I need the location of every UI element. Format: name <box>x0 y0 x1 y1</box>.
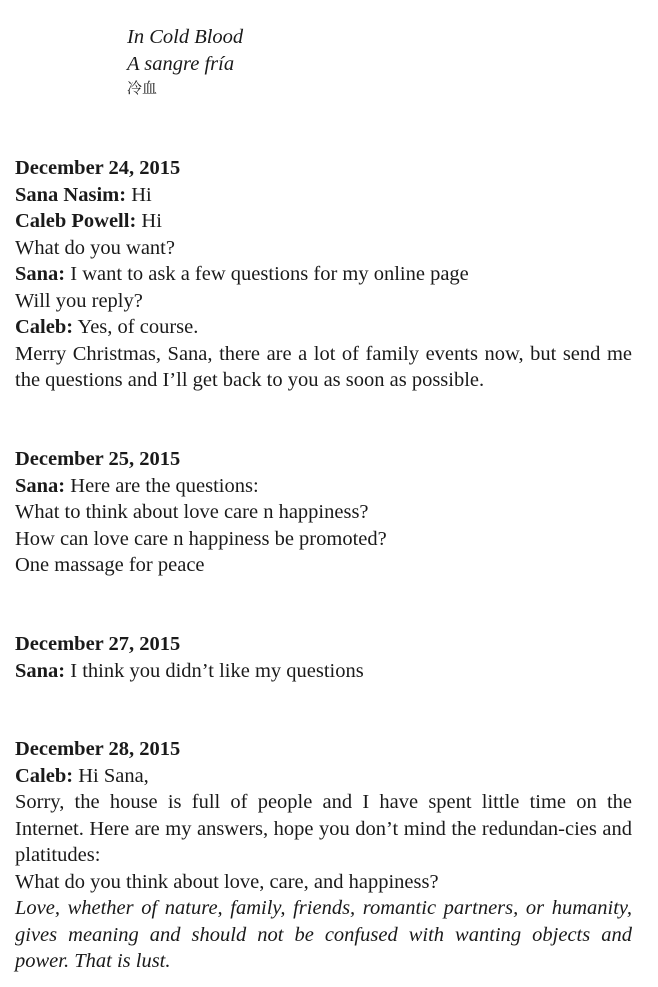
message-text: What do you want? <box>15 236 175 259</box>
entry-date: December 24, 2015 <box>15 157 181 179</box>
entry-date: December 28, 2015 <box>15 738 181 760</box>
message-paragraph: Sorry, the house is full of people and I have spent little time on the Internet. Here are my answers, hope you don’t mind the redundan-cies and platitudes: <box>15 791 632 866</box>
message-text: What to think about love care n happiness? <box>15 501 369 523</box>
speaker-name: Sana: <box>15 263 66 285</box>
speaker-name: Caleb Powell: <box>15 210 137 232</box>
entry-dec-28 <box>15 736 632 975</box>
message-text: Hi <box>126 183 152 206</box>
entry-date: December 25, 2015 <box>15 448 181 470</box>
message-text: Hi <box>136 210 162 232</box>
message-line <box>15 763 632 790</box>
title-chinese: 冷血 <box>127 79 158 97</box>
message-line <box>15 261 632 288</box>
speaker-name: Sana: <box>15 474 66 497</box>
speaker-name: Caleb: <box>15 316 74 338</box>
entry-dec-25 <box>15 446 632 579</box>
message-paragraph: Merry Christmas, Sana, there are a lot of family events now, but send me the questions and I’ll get back to you as soon as possible. <box>15 342 632 391</box>
message-text: I think you didn’t like my questions <box>65 659 364 682</box>
entry-dec-27 <box>15 631 632 684</box>
entry-date: December 27, 2015 <box>15 633 181 655</box>
title-english: In Cold Blood <box>127 26 244 48</box>
message-line <box>15 658 632 685</box>
message-line <box>15 473 632 500</box>
message-text: Hi Sana, <box>73 764 149 787</box>
speaker-name: Caleb: <box>15 764 74 787</box>
title-spanish: A sangre fría <box>127 53 235 75</box>
message-text: Here are the questions: <box>65 474 259 497</box>
question-text: What do you think about love, care, and happiness? <box>15 870 439 893</box>
message-text: How can love care n happiness be promoted? <box>15 527 387 550</box>
speaker-name: Sana: <box>15 659 66 682</box>
message-line <box>15 314 632 341</box>
speaker-name: Sana Nasim: <box>15 183 127 206</box>
entry-dec-24 <box>15 155 632 394</box>
message-text: Yes, of course. <box>73 316 199 338</box>
message-text: Will you reply? <box>15 289 143 312</box>
message-text: One massage for peace <box>15 554 205 576</box>
book-titles <box>127 24 243 98</box>
message-line <box>15 182 632 209</box>
message-line <box>15 208 632 235</box>
answer-paragraph: Love, whether of nature, family, friends, romantic partners, or humanity, gives meaning and should not be confused with wanting objects and power. That is lust. <box>15 897 632 972</box>
message-text: I want to ask a few questions for my online page <box>65 263 469 285</box>
